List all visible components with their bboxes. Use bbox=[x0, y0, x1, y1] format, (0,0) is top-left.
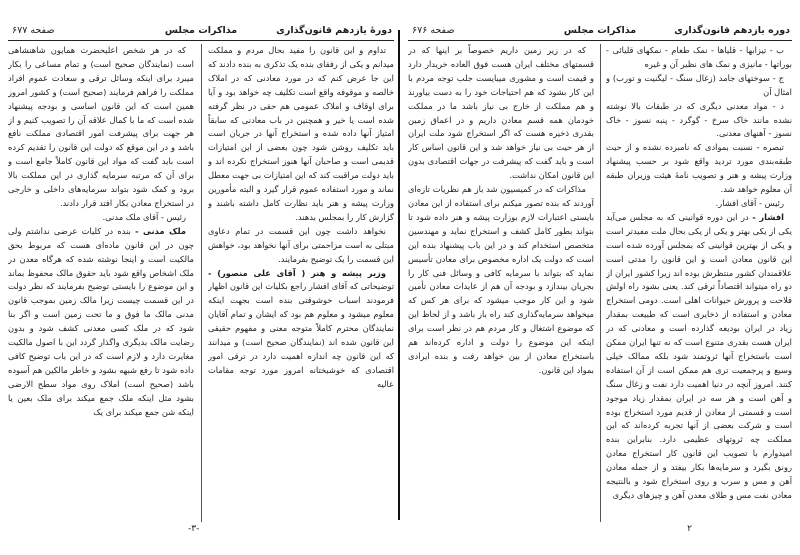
column-divider bbox=[600, 44, 601, 522]
paragraph bbox=[8, 211, 194, 225]
paragraph-text: د - مواد معدنی دیگری که در طبقات بالا نوشته نشده مانند خاک سرخ - گوگرد - پنبه نسوز - خاک نسوز - آهنهای معدنی. bbox=[606, 100, 792, 139]
session-period: دوره یازدهم قانون‌گذاری bbox=[674, 25, 790, 36]
paragraph bbox=[408, 183, 594, 378]
page-number: صفحه ۶۷۷ bbox=[12, 25, 55, 36]
paragraph bbox=[606, 211, 792, 503]
paragraph bbox=[8, 225, 194, 420]
running-title: مذاکرات مجلس bbox=[563, 25, 637, 36]
paragraph bbox=[606, 72, 792, 100]
paragraph bbox=[606, 197, 792, 211]
text-column bbox=[408, 44, 594, 522]
text-column bbox=[606, 44, 792, 522]
paragraph-text: تداوم و این قانون را مفید بحال مردم و مملکت میدانم و یکی از رفقای بنده یک تذکری به بنده دادند که این جا عرض کنم که در مورد معادنی که در املاک خالصه و موقوفه واقع است تکلیف چه خواهد بود و آیا برای اوقاف و املاک عمومی هم حقی در نظر گرفته شده است یا خیر و همچنین در باب معادنی که سابقاً امتیاز آنها داده شده و استخراج آنها در جریان است باید تکلیف روشن شود چون بعضی از این امتیازات قدیمی است و صاحبان آنها هنوز استخراج نکرده اند و باید دولت مراقبت کند که این امتیازات بی جهت معطل نماند و مورد استفاده عموم قرار گیرد و البته مأمورین وزارت پیشه و هنر باید نظارت کامل داشته باشند و گزارش کار را بمجلس بدهند. bbox=[208, 45, 394, 222]
page-header bbox=[8, 24, 394, 41]
running-title: مذاکرات مجلس bbox=[164, 25, 238, 36]
paragraph bbox=[8, 44, 194, 211]
paragraph bbox=[208, 267, 394, 392]
text-column bbox=[208, 44, 394, 522]
paragraph-text: که در هر شخص اعلیحضرت همایون شاهنشاهی است (نمایندگان صحیح است) و تمام مساعی را بکار میبرد برای اینکه وسائل ترقی و سعادت عموم افراد مملکت را فراهم فرمایند (صحیح است) و کشور امروز همین است که این قانون اساسی و بودجه پیشنهاد شده است که ما با کمال علاقه آن را تصویب کنیم و از هر جهت برای پیشرفت امور اقتصادی مملکت نافع باشد و در این موقع که دولت این قانون را تقدیم کرده است باید گفت که مواد این قانون کاملاً جامع است و برای آن که مرتبه سرمایه گذاری در این مملکت بالا برود و کمک شود بتواند سرمایه‌های داخلی و خارجی در استخراج معادن بکار افتد قرار دادند. bbox=[8, 45, 194, 208]
paragraph bbox=[606, 141, 792, 197]
text-column bbox=[8, 44, 194, 522]
paragraph-text: ج - سوختهای جامد (زغال سنگ - لیگنیت و تورب) و امثال آن bbox=[606, 72, 792, 97]
paragraph bbox=[208, 225, 394, 267]
page-footer-number: -۳- bbox=[188, 524, 200, 534]
paragraph bbox=[208, 44, 394, 225]
column-divider bbox=[201, 44, 202, 522]
speaker-name: ملک مدنی - bbox=[135, 225, 186, 236]
page-677 bbox=[8, 24, 394, 534]
paragraph-text: ب - تیزابها - قلیاها - نمک طعام - نمکهای قلیائی - بوراتها - مانیزی و نمک های نظیر آن و غیره bbox=[606, 45, 792, 69]
paragraph-text: بنده در کلیات عرضی نداشتم ولی چون در این قانون ماده‌ای هست که مربوط بحق مالکیت است و اینجا نوشته شده که هرگاه معدن در ملک اشخاص واقع شود باید حقوق مالک محفوظ بماند و این موضوع را بایستی توضیح بفرمایند که نظر دولت در این قسمت چیست زیرا مالک زمین بموجب قانون مدنی مالک ما فوق و ما تحت زمین است و اگر بنا شود که در ملک کسی معدنی کشف شود و بدون رضایت مالک بدیگری واگذار گردد این با اصول مالکیت مغایرت دارد و لازم است که در این باب توضیح کافی داده شود تا رفع شبهه بشود و خاطر مالکین هم آسوده باشد (صحیح است) املاک روی مواد سطح الارضی بشود مثل اینکه ملک جمع میکند برای ملک بعین یا اینکه شن جمع میکند برای یک bbox=[8, 225, 194, 417]
speaker-name: وزیر پیشه و هنر ( آقای علی منصور) - bbox=[208, 267, 386, 278]
paragraph-text: رئیس - آقای ملک مدنی. bbox=[102, 211, 186, 222]
paragraph bbox=[606, 44, 792, 72]
speaker-name: افشار - bbox=[752, 211, 785, 222]
page-footer-number: ۲ bbox=[687, 524, 692, 534]
paragraph-text: رئیس - آقای افشار. bbox=[715, 197, 784, 208]
paragraph-text: توضیحاتی که آقای افشار راجع بکلیات این قانون اظهار فرمودند اسباب خوشوقتی بنده است بجهت اینکه معلوم میشود و معلوم هم بود که ایشان و تمام آقایان نمایندگان محترم کاملاً متوجه معنی و مفهوم حقیقی این قانون شده اند (نمایندگان صحیح است) و میدانند که این قانون چه اندازه اهمیت دارد در ترقی امور اقتصادی که خوشبختانه امروز مورد توجه مقامات عالیه bbox=[208, 281, 394, 389]
page-676 bbox=[408, 24, 792, 534]
session-period: دورهٔ یازدهم قانون‌گذاری bbox=[276, 25, 392, 36]
page-header bbox=[408, 24, 792, 41]
paragraph bbox=[408, 44, 594, 183]
paragraph-text: در این دوره قوانینی که به مجلس می‌آید یکی از یکی بهتر و یکی از یکی بحال ملت مفیدتر است و یکی از بهترین قوانینی که بمجلس آورده شده است این قانون معادن است و این قانون را مدتی است علاقمندان کشور منتظرش بوده اند زیرا کشور ایران از دو راه میتواند اقتصاداً ترقی کند. یعنی بشود راه اولش فلاحت و پرورش حیوانات اهلی است. دومی استخراج معادن و استفاده از ذخایری است که طبیعت بمقدار زیاد در ایران بودیعه گذارده است و معادنی که در ایران هست بقدری متنوع است که نه تنها ایران ممکن است باستخراج آنها ثروتمند شود بلکه ممالک خیلی وسیع و پرجمعیت تری هم ممکن است از آن استفاده کنند. امروز آنچه در دنیا اهمیت دارد نفت و زغال سنگ و آهن است و هر سه در ایران بمقدار زیاد موجود است و قسمتی از معادن از قدیم مورد استخراج بوده است و شرکت بعضی از آنها تجربه کرده‌اند که این مملکت چه ثروتهای عظیمی دارد. بنابراین بنده امیدوارم با تصویب این قانون کار استخراج معادن رونق بگیرد و سرمایه‌ها بکار بیفتد و از جمله معادن آهن و مس و سرب و روی استخراج شود و بالنتیجه معادن نفت مس و طلای معدن آهن و چیزهای دیگری bbox=[606, 211, 792, 500]
paragraph bbox=[606, 100, 792, 142]
paragraph-text: نخواهد داشت چون این قسمت در تمام دعاوی مبتلی به است مزاحمتی برای آنها نخواهد بود، خواهش این قسمت را یک توضیح بفرمایند. bbox=[208, 225, 394, 264]
paragraph-text: تبصره - نسبت بموادی که نامبرده نشده و از حیث طبقه‌بندی مورد تردید واقع شود بر حسب پیشنهاد وزارت پیشه و هنر و تصویب نامهٔ هیئت وزیران طبقه آن معلوم خواهد شد. bbox=[606, 142, 792, 195]
paragraph-text: مذاکرات که در کمیسیون شد باز هم نظریات تازه‌ای آوردند که بنده تصور میکنم برای استفاده از این معادن بایستی اعتبارات لازم بوزارت پیشه و هنر داده شود تا بتواند بطور کامل کشف و استخراج نماید و مهندسین متخصص استخدام کند و در این باب پیشنهاد بنده این است که دولت یک اداره مخصوص برای معادن تأسیس نماید که بتواند با سرمایه کافی و وسائل فنی کار را بجریان بیندازد و بودجه آن هم از عایدات معادن تأمین شود و این کار موجب میشود که برای هر کس که میخواهد سرمایه‌گذاری کند راه باز باشد و از لحاظ این که موضوع اشتغال و کار مردم هم در نظر است برای اینکه این موضوع را دولت و اداره کرده‌اند هم باستخراج معادن از بین خواهد رفت و بنده ایرادی بمواد این قانون. bbox=[408, 184, 594, 375]
page-gutter-divider bbox=[398, 30, 400, 520]
paragraph-text: که در زیر زمین داریم خصوصاً بر اینها که در قسمتهای مختلف ایران هست فوق العاده خریدار دارد و قیمت است و مشوری میبایست جلب توجه مردم با این کار بشود که هم احتیاجات خود را به دست بیاورند و هم مملکت از خارج بی نیاز باشد ما در مملکت خودمان همه قسم معادن داریم و در اعماق زمین بقدری ذخیره هست که اگر استخراج شود ملت ایران از هر حیث بی نیاز خواهد شد و این قانون اساس کار است و باید گفت که پیشرفت در جهات اقتصادی بدون این قانون امکان نداشت. bbox=[408, 45, 594, 181]
page-number: صفحه ۶۷۶ bbox=[412, 25, 455, 36]
